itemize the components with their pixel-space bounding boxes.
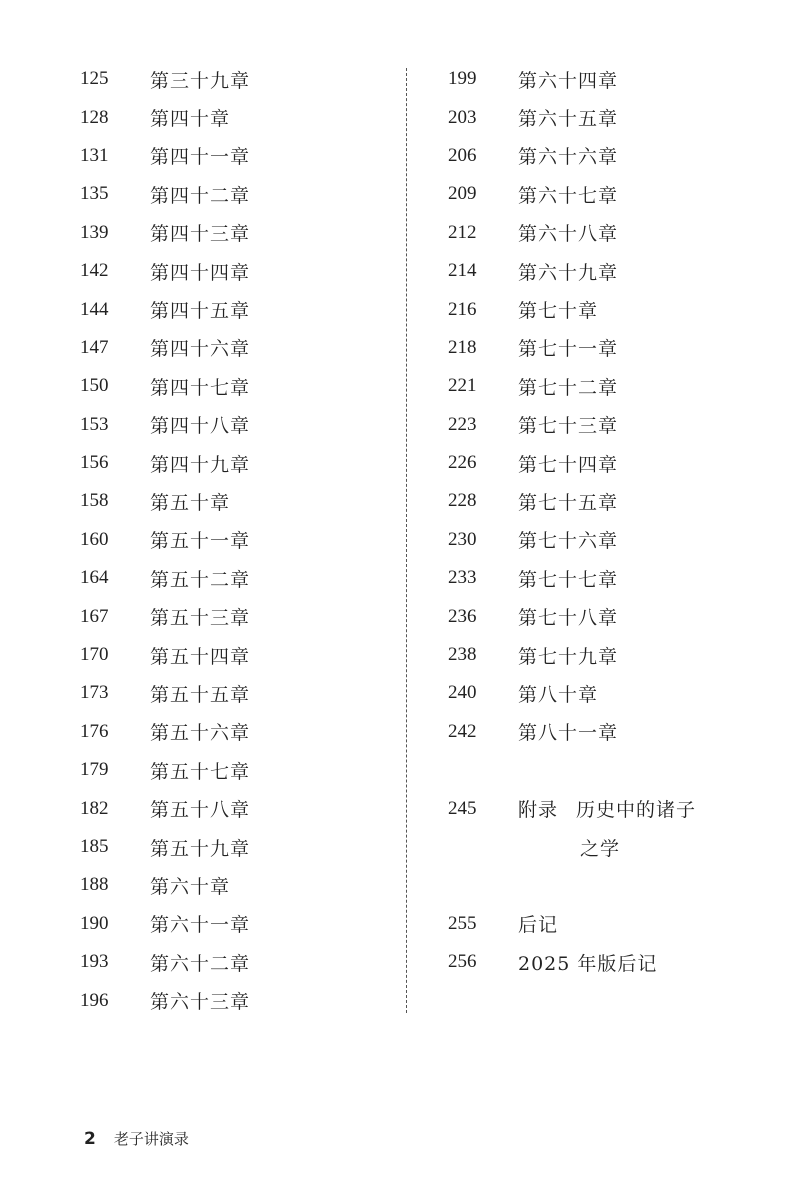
toc-entry — [80, 98, 380, 136]
toc-page-number: 170 — [80, 644, 109, 666]
toc-page-number: 242 — [448, 720, 477, 742]
toc-entry — [80, 444, 380, 482]
toc-entry — [80, 367, 380, 405]
toc-entry — [80, 290, 380, 328]
toc-entry — [80, 559, 380, 597]
toc-entry — [448, 98, 768, 136]
toc-entry — [448, 137, 768, 175]
spacer — [448, 751, 768, 789]
toc-page-number: 206 — [448, 144, 477, 166]
toc-entry — [80, 252, 380, 290]
toc-page-number: 196 — [80, 989, 109, 1011]
toc-entry — [80, 713, 380, 751]
toc-entry — [448, 367, 768, 405]
appendix-label: 附录 — [518, 799, 559, 822]
toc-entry-title: 第七十四章 — [518, 453, 619, 476]
toc-entry-title: 第五十九章 — [150, 837, 251, 860]
toc-entry-title: 第四十章 — [150, 108, 231, 131]
toc-entry-title: 第六十二章 — [150, 952, 251, 975]
toc-entry-title: 第七十章 — [518, 300, 599, 323]
toc-afterword-2025-entry — [448, 943, 768, 981]
toc-entry — [448, 214, 768, 252]
toc-page-number: 188 — [80, 874, 109, 896]
toc-entry-title: 第五十章 — [150, 491, 231, 514]
toc-entry-title: 第七十九章 — [518, 645, 619, 668]
toc-page-number: 230 — [448, 528, 477, 550]
toc-entry — [448, 252, 768, 290]
toc-appendix-entry — [448, 789, 768, 866]
toc-page-number: 240 — [448, 682, 477, 704]
toc-page-number: 228 — [448, 490, 477, 512]
toc-entry-title: 第七十六章 — [518, 530, 619, 553]
toc-left-column — [80, 60, 380, 1020]
toc-right-column — [448, 60, 768, 981]
toc-entry-title: 第五十四章 — [150, 645, 251, 668]
toc-page-number: 256 — [448, 951, 477, 973]
toc-entry — [80, 214, 380, 252]
toc-page-number: 158 — [80, 490, 109, 512]
toc-page-number: 209 — [448, 183, 477, 205]
toc-entry — [80, 521, 380, 559]
toc-page-number: 125 — [80, 68, 109, 90]
toc-page-number: 236 — [448, 605, 477, 627]
toc-entry — [80, 60, 380, 98]
toc-page-number: 142 — [80, 260, 109, 282]
toc-entry — [448, 713, 768, 751]
toc-entry-title: 第三十九章 — [150, 69, 251, 92]
toc-entry-title: 第四十五章 — [150, 300, 251, 323]
toc-entry — [448, 674, 768, 712]
toc-entry — [448, 175, 768, 213]
toc-entry — [80, 828, 380, 866]
toc-entry — [448, 521, 768, 559]
toc-entry-title: 第六十六章 — [518, 146, 619, 169]
toc-entry-title: 第八十一章 — [518, 722, 619, 745]
toc-entry-title: 第六十八章 — [518, 223, 619, 246]
toc-entry — [80, 597, 380, 635]
toc-page-number: 179 — [80, 759, 109, 781]
toc-entry — [448, 329, 768, 367]
toc-page-number: 144 — [80, 298, 109, 320]
toc-entry-title: 第六十七章 — [518, 184, 619, 207]
toc-entry — [80, 482, 380, 520]
toc-entry — [80, 406, 380, 444]
appendix-title-line2: 之学 — [580, 837, 621, 860]
toc-page-number: 160 — [80, 528, 109, 550]
toc-page-number: 135 — [80, 183, 109, 205]
toc-entry-title: 第四十九章 — [150, 453, 251, 476]
toc-page-number: 216 — [448, 298, 477, 320]
toc-entry — [448, 636, 768, 674]
toc-page-number: 153 — [80, 413, 109, 435]
toc-entry-title: 第四十一章 — [150, 146, 251, 169]
toc-entry-title: 第四十七章 — [150, 376, 251, 399]
toc-entry — [448, 444, 768, 482]
toc-afterword-entry — [448, 905, 768, 943]
toc-page-number: 212 — [448, 221, 477, 243]
toc-entry-title: 第七十八章 — [518, 607, 619, 630]
toc-entry — [80, 866, 380, 904]
toc-page-number: 182 — [80, 797, 109, 819]
toc-page-number: 214 — [448, 260, 477, 282]
toc-page-number: 238 — [448, 644, 477, 666]
toc-entry — [80, 943, 380, 981]
toc-page-number: 245 — [448, 797, 477, 819]
book-title: 老子讲演录 — [113, 1130, 189, 1148]
toc-entry-title: 第四十八章 — [150, 415, 251, 438]
toc-entry-title: 第八十章 — [518, 683, 599, 706]
page-number: 2 — [84, 1128, 96, 1149]
toc-entry-title: 第五十五章 — [150, 683, 251, 706]
toc-entry-title: 第五十三章 — [150, 607, 251, 630]
toc-entry-title: 第六十一章 — [150, 914, 251, 937]
toc-entry-title: 第六十三章 — [150, 991, 251, 1014]
toc-entry — [448, 290, 768, 328]
toc-page-number: 185 — [80, 836, 109, 857]
toc-entry — [80, 137, 380, 175]
toc-entry — [80, 751, 380, 789]
page-footer — [84, 1128, 189, 1149]
toc-page-number: 139 — [80, 221, 109, 243]
toc-entry-title: 第五十七章 — [150, 760, 251, 783]
toc-entry — [448, 406, 768, 444]
toc-entry — [80, 175, 380, 213]
toc-page-number: 164 — [80, 567, 109, 589]
toc-entry-title: 第四十四章 — [150, 261, 251, 284]
toc-page-number: 173 — [80, 682, 109, 704]
column-divider — [406, 68, 407, 1013]
toc-entry-title: 第四十六章 — [150, 338, 251, 361]
toc-page-number: 199 — [448, 68, 477, 90]
toc-page-number: 167 — [80, 605, 109, 627]
toc-entry-title: 第四十三章 — [150, 223, 251, 246]
toc-entry-title: 第四十二章 — [150, 184, 251, 207]
toc-entry — [448, 60, 768, 98]
toc-right-list — [448, 60, 768, 751]
toc-entry — [80, 905, 380, 943]
toc-page-number: 150 — [80, 375, 109, 397]
toc-page-number: 255 — [448, 912, 477, 934]
toc-entry — [448, 597, 768, 635]
toc-page-number: 128 — [80, 106, 109, 128]
toc-entry — [80, 674, 380, 712]
toc-page-number: 190 — [80, 912, 109, 934]
appendix-title-line1: 历史中的诸子 — [576, 799, 697, 822]
toc-entry-title: 第七十三章 — [518, 415, 619, 438]
toc-page-number: 233 — [448, 567, 477, 589]
toc-page-number: 221 — [448, 375, 477, 397]
toc-entry-title: 第七十七章 — [518, 568, 619, 591]
toc-entry-title: 第五十六章 — [150, 722, 251, 745]
toc-page-number: 203 — [448, 106, 477, 128]
toc-page-number: 176 — [80, 720, 109, 742]
toc-entry — [80, 329, 380, 367]
toc-entry-title: 第七十一章 — [518, 338, 619, 361]
toc-entry-title: 第五十二章 — [150, 568, 251, 591]
toc-page-number: 226 — [448, 452, 477, 474]
toc-entry — [80, 636, 380, 674]
toc-entry-title: 第七十二章 — [518, 376, 619, 399]
toc-entry-title: 2025 年版后记 — [518, 952, 658, 975]
toc-entry-title: 第六十五章 — [518, 108, 619, 131]
toc-entry — [448, 482, 768, 520]
toc-page-number: 147 — [80, 336, 109, 358]
toc-page-number: 156 — [80, 452, 109, 474]
toc-entry — [80, 981, 380, 1019]
toc-entry-title: 第六十章 — [150, 875, 231, 898]
toc-page-number: 131 — [80, 144, 109, 166]
toc-entry — [448, 559, 768, 597]
toc-entry — [80, 789, 380, 827]
toc-page-number: 193 — [80, 951, 109, 973]
toc-entry-title: 第五十八章 — [150, 799, 251, 822]
toc-entry-title: 第七十五章 — [518, 491, 619, 514]
toc-entry-title: 第六十九章 — [518, 261, 619, 284]
toc-entry-title: 后记 — [518, 914, 559, 937]
toc-page-number: 218 — [448, 336, 477, 358]
toc-page-number: 223 — [448, 413, 477, 435]
toc-entry-title: 第五十一章 — [150, 530, 251, 553]
spacer — [448, 866, 768, 904]
toc-entry-title: 第六十四章 — [518, 69, 619, 92]
